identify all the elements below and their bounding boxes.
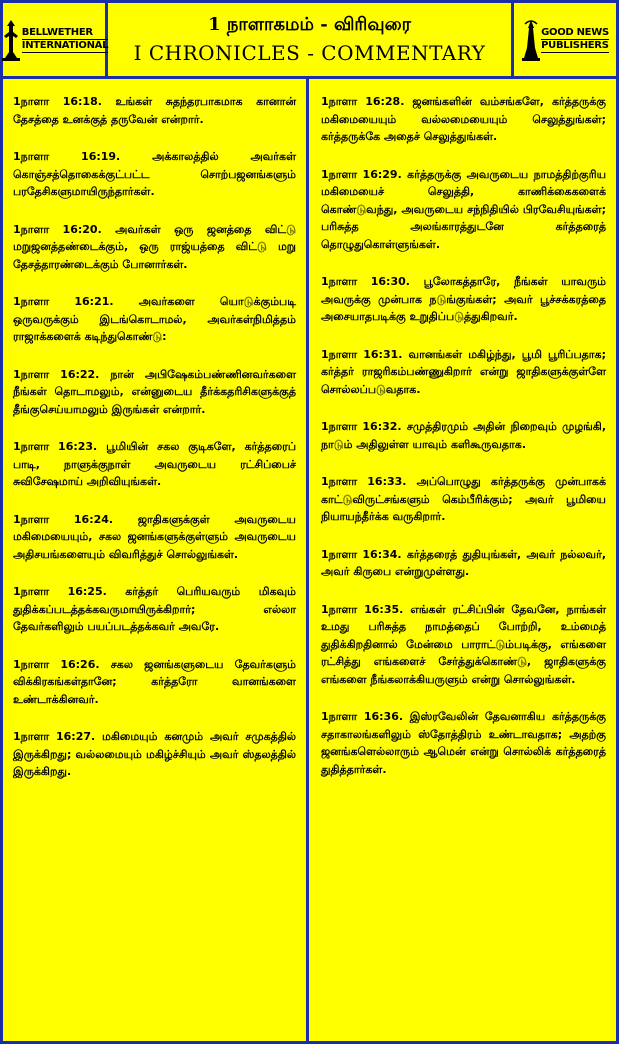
verse-16-24: 1நாளா 16:24. ஜாதிகளுக்குள் அவருடைய மகிமையையும், சகல ஜனங்களுக்குள்ளும் அவருடைய அதிசயங்களையும் விவரித்துச் சொல்லுங்கள். [13,512,296,561]
title-english: I CHRONICLES - COMMENTARY [133,40,486,65]
verse-16-30: 1நாளா 16:30. பூலோகத்தாரே, நீங்கள் யாவரும் அவருக்கு முன்பாக நடுங்குங்கள்; அவர் பூச்சக்கரத்தை அசையாதபடிக்கு உறுதிப்படுத்துகிறவர். [321,275,606,323]
good-news-logo-line2: PUBLISHERS [541,39,609,51]
verse-16-32: 1நாளா 16:32. சமுத்திரமும் அதின் நிறைவும் முழங்கி, நாடும் அதிலுள்ள யாவும் களிகூருவதாக. [321,420,606,451]
verse-16-21: 1நாளா 16:21. அவர்களை யொடுக்கும்படி ஒருவருக்கும் இடங்கொடாமல், அவர்கள்நிமித்தம் ராஜாக்களைக் கடிந்துகொண்டு: [13,295,296,343]
verse-16-19: 1நாளா 16:19. அக்காலத்தில் அவர்கள் கொஞ்சத்தொகைக்குட்பட்ட சொற்பஜனங்களும் பரதேசிகளுமாயிருந்தார்கள். [13,150,296,198]
verse-16-34: 1நாளா 16:34. கர்த்தரைத் துதியுங்கள், அவர் நல்லவர், அவர் கிருபை என்றுமுள்ளது. [321,547,606,578]
right-column [309,79,616,1041]
verse-16-23: 1நாளா 16:23. பூமியின் சகல குடிகளே, கர்த்தரைப் பாடி, நாளுக்குநாள் அவருடைய ரட்சிப்பைச் சுவிசேஷமாய் அறிவியுங்கள். [13,440,296,488]
verse-16-29: 1நாளா 16:29. கர்த்தருக்கு அவருடைய நாமத்திற்குரிய மகிமையைச் செலுத்தி, காணிக்கைகளைக் கொண்டுவந்து, அவருடைய சந்நிதியில் பிரவேசியுங்கள்; பரிசுத்த அலங்காரத்துடனே கர்த்தரைத் தொழுதுகொள்ளுங்கள். [321,167,606,251]
bellwether-logo-line1: BELLWETHER [22,27,108,40]
good-news-tower-icon [521,18,541,62]
good-news-logo-line1: GOOD NEWS [541,26,609,38]
verse-16-31: 1நாளா 16:31. வானங்கள் மகிழ்ந்து, பூமி பூரிப்பதாக; கர்த்தர் ராஜரிகம்பண்ணுகிறார் என்று ஜாதிகளுக்குள்ளே சொல்லப்படுவதாக. [321,347,606,396]
bellwether-logo-line2: INTERNATIONAL [21,39,109,51]
bellwether-logo [3,3,108,76]
title-block [108,3,511,76]
verse-16-35: 1நாளா 16:35. எங்கள் ரட்சிப்பின் தேவனே, நாங்கள் உமது பரிசுத்த நாமத்தைப் போற்றி, உம்மைத் துதிக்கிறதினால் மேன்மை பாராட்டும்படிக்கு, எங்களை ரட்சித்து எங்களைச் சேர்த்துக்கொண்டு, ஜாதிகளுக்கு எங்களை நீங்கலாக்கியருளும் என்று சொல்லுங்கள். [321,602,606,686]
verse-16-18: 1நாளா 16:18. உங்கள் சுதந்தரபாகமாக கானான் தேசத்தை உனக்குத் தருவேன் என்றார். [13,95,296,126]
verse-16-22: 1நாளா 16:22. நான் அபிஷேகம்பண்ணினவர்களை நீங்கள் தொடாமலும், என்னுடைய தீர்க்கதரிசிகளுக்குத் தீங்குசெய்யாமலும் இருங்கள் என்றார். [13,367,296,416]
verse-16-28: 1நாளா 16:28. ஜனங்களின் வம்சங்களே, கர்த்தருக்கு மகிமையையும் வல்லமையையும் செலுத்துங்கள்; கர்த்தருக்கே அதைச் செலுத்துங்கள். [321,95,606,143]
verse-16-27: 1நாளா 16:27. மகிமையும் கனமும் அவர் சமுகத்தில் இருக்கிறது; வல்லமையும் மகிழ்ச்சியும் அவர் ஸ்தலத்தில் இருக்கிறது. [13,730,296,778]
verse-16-25: 1நாளா 16:25. கர்த்தர் பெரியவரும் மிகவும் துதிக்கப்படத்தக்கவருமாயிருக்கிறார்; எல்லா தேவர்களிலும் பயப்படத்தக்கவர் அவரே. [13,585,296,633]
verse-16-20: 1நாளா 16:20. அவர்கள் ஒரு ஜனத்தை விட்டு மறுஜனத்தண்டைக்கும், ஒரு ராஜ்யத்தை விட்டு மறு தேசத்தாரண்டைக்கும் போனார்கள். [13,222,296,271]
left-column [3,79,309,1041]
page-header [0,0,619,79]
good-news-logo [511,3,616,76]
title-tamil: 1 நாளாகமம் - விரிவுரை [208,13,411,35]
verse-16-33: 1நாளா 16:33. அப்பொழுது கர்த்தருக்கு முன்பாகக் காட்டுவிருட்சங்களும் கெம்பீரிக்கும்; அவர் பூமியை நியாயந்தீர்க்க வருகிறார். [321,475,606,523]
verse-16-36: 1நாளா 16:36. இஸ்ரவேலின் தேவனாகிய கர்த்தருக்கு சதாகாலங்களிலும் ஸ்தோத்திரம் உண்டாவதாக; அதற்கு ஜனங்களெல்லாரும் ஆமென் என்று சொல்லிக் கர்த்தரைத் துதித்தார்கள். [321,710,606,776]
verse-16-26: 1நாளா 16:26. சகல ஜனங்களுடைய தேவர்களும் விக்கிரகங்கள்தானே; கர்த்தரோ வானங்களை உண்டாக்கினவர். [13,657,296,706]
bellwether-ram-icon [0,18,22,62]
